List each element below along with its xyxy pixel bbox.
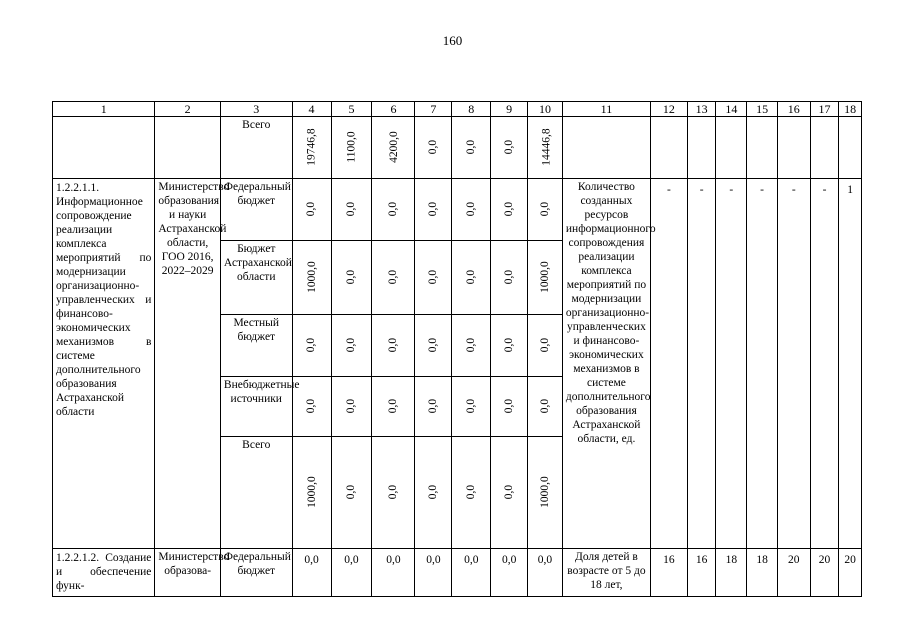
item1-executor: Министерство образования и науки Астраханской области, ГОО 2016, 2022–2029 [155, 179, 221, 549]
value-cell: 0,0 [538, 399, 551, 414]
item1-title: 1.2.2.1.1. Информационное сопровождение реализации комплекса мероприятий по модернизации организационно-управленческих и финансово-экономических механизмов в системе дополнительного образования Астраханской области [53, 179, 155, 549]
header-cell: 8 [452, 102, 491, 117]
item2-executor: Министерство образова- [155, 549, 221, 597]
value-cell: 0,0 [345, 270, 358, 285]
value-cell: 0,0 [345, 202, 358, 217]
value-cell: 0,0 [465, 270, 478, 285]
item2-title: 1.2.2.1.2. Создание и обеспечение функ- [53, 549, 155, 597]
source-label: Внебюджетные источники [220, 377, 292, 437]
value-cell: 0,0 [387, 202, 400, 217]
value-cell: 0,0 [427, 270, 440, 285]
value-cell: 0,0 [345, 485, 358, 500]
value-cell: 1000,0 [305, 261, 318, 294]
target-cell: 18 [716, 549, 747, 597]
header-row [53, 102, 862, 117]
item2-row-federal [53, 549, 862, 597]
value-cell: 0,0 [452, 549, 491, 597]
source-label: Всего [220, 117, 292, 179]
value-cell: 0,0 [427, 140, 440, 155]
value-cell: 0,0 [491, 549, 528, 597]
header-cell: 14 [716, 102, 747, 117]
value-cell: 0,0 [415, 549, 452, 597]
value-cell: 0,0 [292, 549, 331, 597]
value-cell: 0,0 [427, 338, 440, 353]
value-cell: 0,0 [465, 485, 478, 500]
source-label: Федеральный бюджет [220, 179, 292, 241]
value-cell: 0,0 [427, 485, 440, 500]
target-cell: 20 [839, 549, 862, 597]
value-cell: 0,0 [331, 549, 372, 597]
value-cell: 19746,8 [305, 128, 318, 167]
value-cell: 0,0 [345, 338, 358, 353]
value-cell: 1000,0 [305, 476, 318, 509]
value-cell: 0,0 [387, 485, 400, 500]
value-cell: 0,0 [538, 338, 551, 353]
header-cell: 2 [155, 102, 221, 117]
value-cell: 0,0 [387, 270, 400, 285]
value-cell: 4200,0 [387, 131, 400, 164]
target-cell: 18 [747, 549, 778, 597]
item1-indicator: Количество созданных ресурсов информационного сопровождения реализации комплекса мероприятий по модернизации организационно-управленческих и финансово-экономических механизмов в системе дополнительного образования Астраханской области, ед. [562, 179, 650, 549]
value-cell: 0,0 [305, 399, 318, 414]
value-cell: 0,0 [387, 338, 400, 353]
target-cell: - [810, 179, 839, 549]
target-cell: - [687, 179, 716, 549]
header-cell: 5 [331, 102, 372, 117]
value-cell: 0,0 [503, 270, 516, 285]
header-cell: 10 [528, 102, 563, 117]
value-cell: 0,0 [305, 338, 318, 353]
value-cell: 1100,0 [345, 131, 358, 164]
item2-indicator: Доля детей в возрасте от 5 до 18 лет, [562, 549, 650, 597]
target-cell: 16 [687, 549, 716, 597]
value-cell: 0,0 [538, 202, 551, 217]
value-cell: 0,0 [427, 399, 440, 414]
item1-row-federal [53, 179, 862, 241]
value-cell: 0,0 [465, 140, 478, 155]
header-cell: 6 [372, 102, 415, 117]
program-table [52, 101, 862, 597]
value-cell: 1000,0 [538, 261, 551, 294]
value-cell: 14446,8 [540, 128, 553, 167]
target-cell: - [650, 179, 687, 549]
value-cell: 0,0 [528, 549, 563, 597]
source-label: Местный бюджет [220, 315, 292, 377]
value-cell: 0,0 [465, 399, 478, 414]
source-label: Бюджет Астраханской области [220, 241, 292, 315]
header-cell: 13 [687, 102, 716, 117]
value-cell: 0,0 [345, 399, 358, 414]
header-cell: 9 [491, 102, 528, 117]
header-cell: 11 [562, 102, 650, 117]
value-cell: 0,0 [387, 399, 400, 414]
target-cell: - [747, 179, 778, 549]
page-number: 160 [442, 33, 463, 48]
target-cell: 20 [777, 549, 810, 597]
header-cell: 3 [220, 102, 292, 117]
header-cell: 15 [747, 102, 778, 117]
header-cell: 4 [292, 102, 331, 117]
header-cell: 12 [650, 102, 687, 117]
value-cell: 0,0 [465, 338, 478, 353]
value-cell: 0,0 [503, 202, 516, 217]
total-row [53, 117, 862, 179]
value-cell: 0,0 [503, 140, 516, 155]
value-cell: 0,0 [465, 202, 478, 217]
target-cell: 20 [810, 549, 839, 597]
value-cell: 0,0 [305, 202, 318, 217]
value-cell: 0,0 [503, 399, 516, 414]
value-cell: 0,0 [372, 549, 415, 597]
target-cell: 1 [839, 179, 862, 549]
source-label: Федеральный бюджет [220, 549, 292, 597]
target-cell: 16 [650, 549, 687, 597]
header-cell: 16 [777, 102, 810, 117]
header-cell: 17 [810, 102, 839, 117]
header-cell: 7 [415, 102, 452, 117]
value-cell: 0,0 [503, 485, 516, 500]
value-cell: 0,0 [503, 338, 516, 353]
target-cell: - [716, 179, 747, 549]
value-cell: 0,0 [427, 202, 440, 217]
header-cell: 18 [839, 102, 862, 117]
header-cell: 1 [53, 102, 155, 117]
value-cell: 1000,0 [538, 476, 551, 509]
source-label: Всего [220, 437, 292, 549]
target-cell: - [777, 179, 810, 549]
